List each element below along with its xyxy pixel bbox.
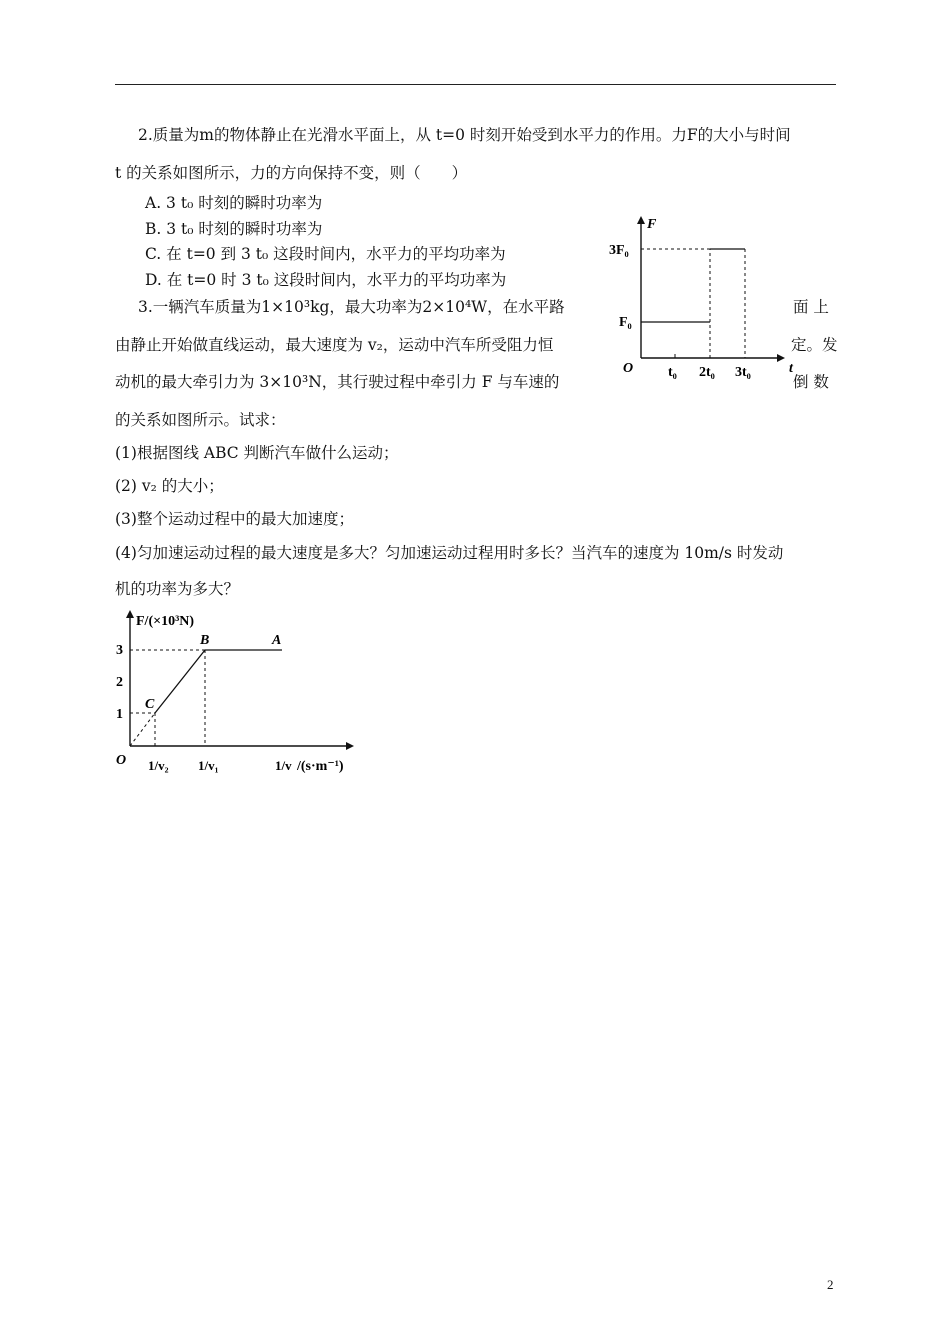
tick-3f0: 3F₀ xyxy=(609,243,629,258)
q3-line2-right: 定。发 xyxy=(791,336,838,354)
q2-option-a: A. 3 t₀ 时刻的瞬时功率为 xyxy=(145,194,323,212)
q3-item-4-cont: 机的功率为多大？ xyxy=(115,580,240,598)
header-rule xyxy=(115,84,836,85)
tick-t0: t₀ xyxy=(668,365,677,380)
tick-y-3: 3 xyxy=(116,643,123,658)
tick-x-1-v2: 1/v₂ xyxy=(148,758,169,773)
point-a-label: A xyxy=(272,633,282,648)
q3-line3: 动机的最大牵引力为 3×10³N，其行驶过程中牵引力 F 与车速的 xyxy=(115,373,560,391)
q2-option-c: C. 在 t=0 到 3 t₀ 这段时间内，水平力的平均功率为 xyxy=(145,245,506,263)
f-axis-label: F xyxy=(647,217,657,232)
tick-y-1: 1 xyxy=(116,707,123,722)
q3-line3-right: 倒 数 xyxy=(793,373,829,391)
q3-line4: 的关系如图所示。试求： xyxy=(115,411,286,429)
x-axis-frac: 1/v xyxy=(275,758,292,773)
page-number: 2 xyxy=(827,1277,834,1292)
q3-line2: 由静止开始做直线运动，最大速度为 v₂，运动中汽车所受阻力恒 xyxy=(115,336,554,354)
q2-line2: t 的关系如图所示，力的方向保持不变，则（ ） xyxy=(115,164,468,182)
q2-line1: 2.质量为m的物体静止在光滑水平面上，从 t=0 时刻开始受到水平力的作用。力F的大小与时间 xyxy=(138,126,791,144)
tick-x-1-v1: 1/v₁ xyxy=(198,758,219,773)
tick-y-2: 2 xyxy=(116,675,123,690)
origin-label: O xyxy=(623,361,634,376)
force-inverse-speed-graph xyxy=(110,610,370,790)
q2-option-b: B. 3 t₀ 时刻的瞬时功率为 xyxy=(145,220,323,238)
tick-3t0: 3t₀ xyxy=(735,365,751,380)
q3-line1: 3.一辆汽车质量为1×10³kg，最大功率为2×10⁴W，在水平路 xyxy=(138,298,565,316)
x-axis-title: /(s·m⁻¹) xyxy=(297,759,344,774)
q3-item-1: (1)根据图线 ABC 判断汽车做什么运动； xyxy=(115,444,399,462)
t-axis-label: t xyxy=(789,361,793,376)
point-c-label: C xyxy=(145,697,155,712)
point-b-label: B xyxy=(200,633,210,648)
force-time-graph xyxy=(605,210,805,380)
tick-f0: F₀ xyxy=(619,315,632,330)
tick-2t0: 2t₀ xyxy=(699,365,715,380)
origin-o: O xyxy=(116,753,127,768)
q3-line1-right: 面 上 xyxy=(793,298,829,316)
q3-item-3: (3)整个运动过程中的最大加速度； xyxy=(115,510,354,528)
q3-item-2: (2) v₂ 的大小； xyxy=(115,477,224,495)
y-axis-title: F/(×10³N) xyxy=(136,614,195,629)
q2-option-d: D. 在 t=0 时 3 t₀ 这段时间内，水平力的平均功率为 xyxy=(145,271,507,289)
q3-item-4: (4)匀加速运动过程的最大速度是多大？匀加速运动过程用时多长？当汽车的速度为 10m/s 时发动 xyxy=(115,544,784,562)
